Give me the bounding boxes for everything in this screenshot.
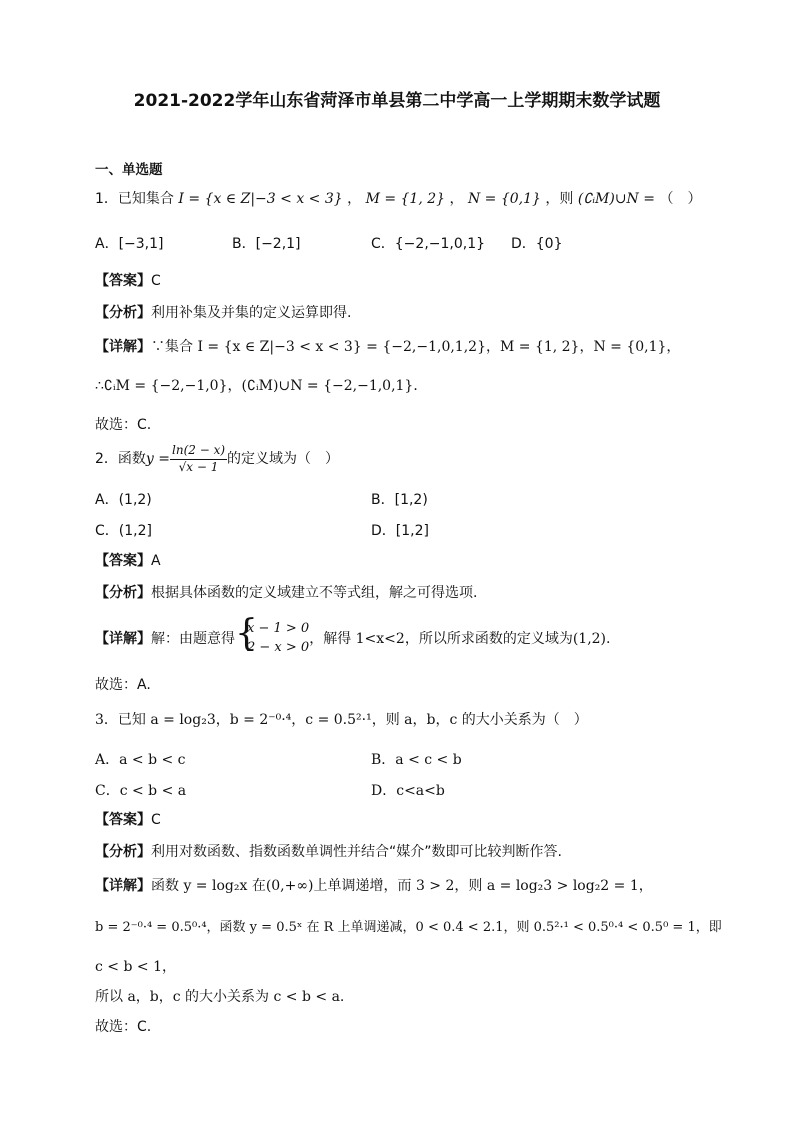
q2-option-b: B．[1,2)	[371, 492, 428, 508]
q2-stem-prefix: 2．函数	[95, 451, 146, 468]
q2-inequality-1: x − 1 > 0	[247, 621, 310, 636]
analysis-label: 【分析】	[95, 305, 151, 321]
detail-label: 【详解】	[95, 339, 151, 355]
q1-sep-2: ，	[449, 191, 464, 207]
page-title: 2021-2022学年山东省菏泽市单县第二中学高一上学期期末数学试题	[133, 91, 661, 111]
q1-option-b: B．[−2,1]	[232, 236, 301, 252]
brace-glyph: {	[235, 613, 258, 654]
detail-text: 函数 y = log₂x 在(0,+∞)上单调递增，而 3 > 2，则 a = log₂3 > log₂2 = 1，	[151, 878, 653, 894]
q3-option-b: B．a < c < b	[371, 752, 462, 768]
q1-detail-1	[95, 338, 680, 356]
q2-detail-suffix: ，解得 1<x<2，所以所求函数的定义域为(1,2).	[309, 630, 611, 647]
q2-option-d: D．[1,2]	[371, 523, 429, 539]
q1-detail-2: ∴∁ᵢM = {−2,−1,0}，(∁ᵢM)∪N = {−2,−1,0,1}．	[95, 378, 428, 394]
q2-fraction	[170, 443, 227, 475]
q1-sep-1: ，	[347, 191, 362, 207]
q3-option-d: D．c<a<b	[371, 783, 445, 799]
analysis-text: 根据具体函数的定义域建立不等式组，解之可得选项.	[151, 585, 478, 601]
q2-option-c: C．(1,2]	[95, 523, 152, 539]
q1-answer	[95, 272, 161, 290]
q2-stem-suffix: 的定义域为（ ）	[227, 451, 340, 468]
q3-detail-2: b = 2⁻⁰·⁴ = 0.5⁰·⁴，函数 y = 0.5ˣ 在 R 上单调递减，0 < 0.4 < 2.1，则 0.5²·¹ < 0.5⁰·⁴ < 0.5⁰ = 1，即	[95, 920, 722, 935]
q1-analysis	[95, 304, 351, 322]
q1-sep-3: ，则	[545, 191, 574, 207]
q2-denominator: √x − 1	[178, 459, 219, 474]
q1-set-i: I = {x ∈ Z|−3 < x < 3}	[178, 191, 343, 207]
q2-y-eq: y =	[145, 451, 171, 468]
detail-text: ∵集合 I = {x ∈ Z|−3 < x < 3} = {−2,−1,0,1,2}，M = {1, 2}，N = {0,1}，	[151, 339, 681, 355]
question-1-stem	[95, 190, 701, 208]
q3-detail-4: 所以 a，b，c 的大小关系为 c < b < a.	[95, 989, 345, 1005]
section-heading: 一、单选题	[95, 162, 163, 178]
q2-inequality-2: 2 − x > 0	[247, 639, 310, 655]
q2-detail-prefix: 解：由题意得	[151, 630, 235, 647]
answer-label: 【答案】	[95, 273, 151, 289]
answer-value: C	[151, 812, 161, 828]
q1-paren: （ ）	[659, 191, 702, 207]
answer-value: A	[151, 553, 161, 569]
q2-inequality-system	[235, 613, 310, 658]
q2-analysis	[95, 584, 477, 602]
q1-option-a: A．[−3,1]	[95, 236, 164, 252]
q3-detail-1	[95, 877, 653, 895]
q1-conclusion: 故选：C.	[95, 417, 152, 433]
analysis-text: 利用补集及并集的定义运算即得.	[151, 305, 352, 321]
q1-set-m: M = {1, 2}	[365, 191, 446, 207]
q3-detail-3: c < b < 1，	[95, 959, 176, 975]
q1-expression: (∁ᵢM)∪N =	[577, 191, 655, 207]
answer-label: 【答案】	[95, 812, 151, 828]
analysis-label: 【分析】	[95, 585, 151, 601]
q3-option-c: C．c < b < a	[95, 783, 187, 799]
q3-answer	[95, 811, 161, 829]
q1-stem-prefix: 1．已知集合	[95, 191, 174, 207]
answer-label: 【答案】	[95, 553, 151, 569]
q2-answer	[95, 552, 161, 570]
q2-conclusion: 故选：A.	[95, 677, 151, 693]
analysis-label: 【分析】	[95, 844, 151, 860]
question-3-stem: 3．已知 a = log₂3，b = 2⁻⁰·⁴，c = 0.5²·¹，则 a，b，c 的大小关系为（ ）	[95, 712, 588, 728]
question-2-stem	[95, 443, 339, 475]
q3-option-a: A．a < b < c	[95, 752, 186, 768]
analysis-text: 利用对数函数、指数函数单调性并结合“媒介”数即可比较判断作答.	[151, 844, 562, 860]
detail-label: 【详解】	[95, 878, 151, 894]
q2-numerator: ln(2 − x)	[170, 443, 227, 460]
q1-option-d: D．{0}	[511, 236, 563, 252]
q2-detail	[95, 613, 611, 658]
answer-value: C	[151, 273, 161, 289]
q1-option-c: C．{−2,−1,0,1}	[371, 236, 486, 252]
detail-label: 【详解】	[95, 630, 151, 647]
q3-conclusion: 故选：C.	[95, 1019, 152, 1035]
q1-set-n: N = {0,1}	[467, 191, 541, 207]
q3-analysis	[95, 843, 562, 861]
q2-option-a: A．(1,2)	[95, 492, 152, 508]
